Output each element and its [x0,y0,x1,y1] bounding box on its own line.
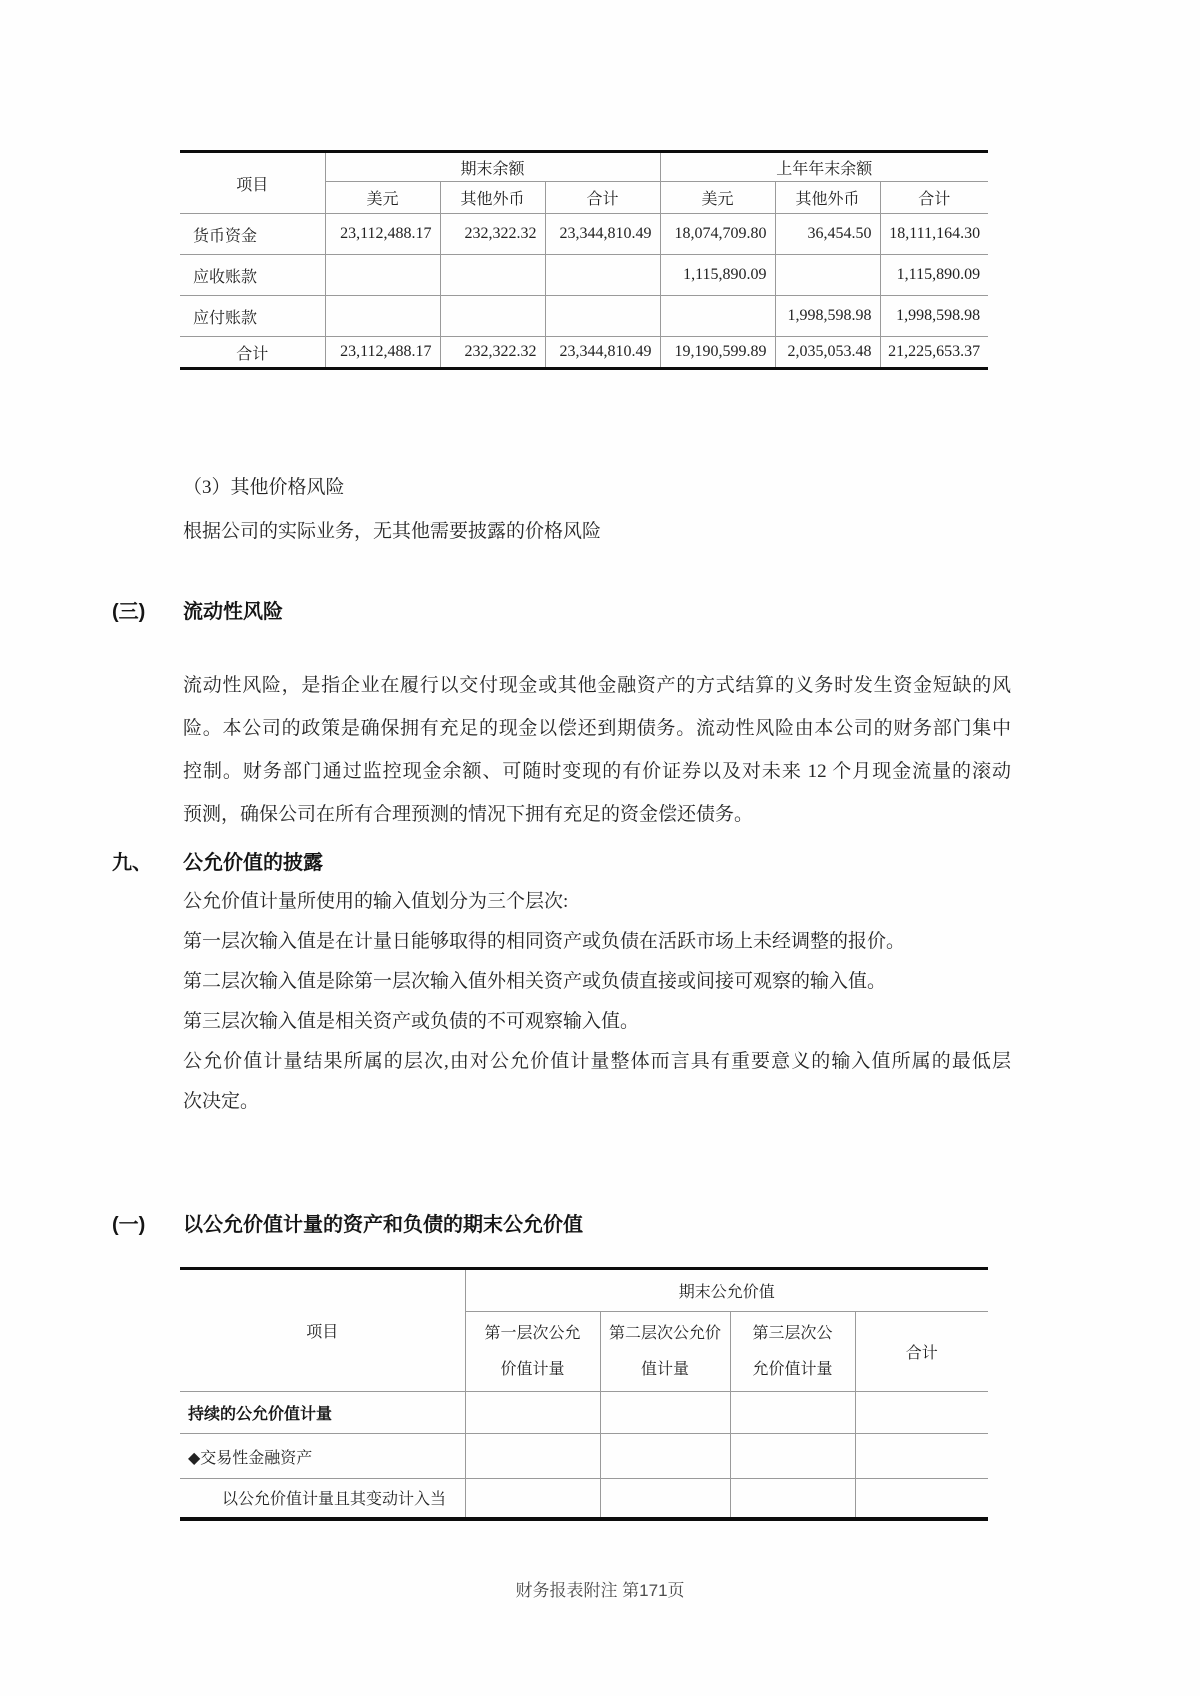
header-line: 第二层次公允价 [608,1324,721,1342]
fair-value-paragraph [183,882,1011,1122]
section-title-fair-value: 公允价值的披露 [183,852,323,874]
table-cell: 1,998,598.98 [880,296,988,337]
col-group-period-end-fair-value: 期末公允价值 [465,1269,988,1312]
row-label: 货币资金 [180,214,325,255]
price-risk-heading: （3）其他价格风险 [183,477,345,498]
paragraph-line: 第二层次输入值是除第一层次输入值外相关资产或负债直接或间接可观察的输入值。 [183,971,887,992]
section-number-fv-assets: (一) [112,1214,146,1236]
paragraph-line: 险。本公司的政策是确保拥有充足的现金以偿还到期债务。流动性风险由本公司的财务部门集中 [183,718,1011,739]
paragraph-line: 公允价值计量结果所属的层次,由对公允价值计量整体而言具有重要意义的输入值所属的最低层 [183,1051,1011,1072]
col-header-other-currency: 其他外币 [775,182,880,214]
col-header-level2 [600,1312,730,1392]
paragraph-line: 次决定。 [183,1091,260,1112]
row-label: 应付账款 [180,296,325,337]
paragraph-line: 公允价值计量所使用的输入值划分为三个层次: [183,891,569,912]
table-row [180,1479,988,1519]
fair-value-table [180,1267,988,1521]
table-row [180,1269,988,1312]
table-cell: 19,190,599.89 [660,337,775,369]
table-cell [600,1434,730,1479]
section-title-liquidity: 流动性风险 [183,601,283,623]
col-header-total: 合计 [855,1312,988,1392]
table-cell: 23,344,810.49 [545,214,660,255]
table-cell: 23,112,488.17 [325,214,440,255]
table-cell [600,1479,730,1519]
price-risk-body: 根据公司的实际业务，无其他需要披露的价格风险 [183,521,602,542]
header-line: 第一层次公允 [484,1324,581,1342]
table-cell: 1,115,890.09 [660,255,775,296]
table-cell: 23,112,488.17 [325,337,440,369]
table-cell: 232,322.32 [440,214,545,255]
table-cell [325,255,440,296]
table-cell: 21,225,653.37 [880,337,988,369]
paragraph-line: 流动性风险，是指企业在履行以交付现金或其他金融资产的方式结算的义务时发生资金短缺的风 [183,675,1011,696]
col-group-prior-year-balance: 上年年末余额 [660,152,988,182]
paragraph-line: 预测，确保公司在所有合理预测的情况下拥有充足的资金偿还债务。 [183,804,754,825]
table-cell: 18,074,709.80 [660,214,775,255]
col-header-usd: 美元 [660,182,775,214]
table-cell: 1,115,890.09 [880,255,988,296]
table-cell [855,1392,988,1434]
col-header-total: 合计 [880,182,988,214]
header-line: 值计量 [640,1360,689,1378]
table-cell [545,255,660,296]
row-label-continuous-fv: 持续的公允价值计量 [180,1392,465,1434]
col-header-item: 项目 [180,1269,465,1392]
col-header-usd: 美元 [325,182,440,214]
section-number-liquidity: (三) [112,601,146,623]
header-line: 允价值计量 [752,1360,833,1378]
table-cell: 36,454.50 [775,214,880,255]
table-cell [775,255,880,296]
table-cell: 18,111,164.30 [880,214,988,255]
table-cell [730,1479,855,1519]
page-footer: 财务报表附注 第171页 [515,1581,685,1600]
header-line: 价值计量 [500,1360,565,1378]
table-cell [855,1479,988,1519]
table-row [180,296,988,337]
table-cell: 1,998,598.98 [775,296,880,337]
row-label-trading-financial-assets: ◆交易性金融资产 [180,1434,465,1479]
paragraph-line: 第一层次输入值是在计量日能够取得的相同资产或负债在活跃市场上未经调整的报价。 [183,931,906,952]
table-cell [325,296,440,337]
col-group-ending-balance: 期末余额 [325,152,660,182]
paragraph-line: 第三层次输入值是相关资产或负债的不可观察输入值。 [183,1011,640,1032]
table-cell [730,1392,855,1434]
table-cell [440,296,545,337]
table-row [180,214,988,255]
table-row [180,1434,988,1479]
col-header-other-currency: 其他外币 [440,182,545,214]
table-row [180,152,988,182]
currency-balance-table [180,150,988,370]
table-cell: 232,322.32 [440,337,545,369]
table-cell: 2,035,053.48 [775,337,880,369]
table-cell [855,1434,988,1479]
table-cell [545,296,660,337]
col-header-level3 [730,1312,855,1392]
header-line: 第三层次公 [752,1324,833,1342]
table-row [180,255,988,296]
row-label: 应收账款 [180,255,325,296]
section-number-fair-value: 九、 [112,852,152,874]
col-header-item: 项目 [180,152,325,214]
table-cell [465,1434,600,1479]
table-cell [440,255,545,296]
liquidity-paragraph [183,664,1011,836]
table-cell [465,1392,600,1434]
table-cell [600,1392,730,1434]
table-cell [730,1434,855,1479]
col-header-level1 [465,1312,600,1392]
section-title-fv-assets: 以公允价值计量的资产和负债的期末公允价值 [183,1214,583,1236]
table-cell [465,1479,600,1519]
row-label-total: 合计 [180,337,325,369]
table-cell: 23,344,810.49 [545,337,660,369]
paragraph-line: 控制。财务部门通过监控现金余额、可随时变现的有价证券以及对未来 12 个月现金流量的滚动 [183,761,1011,782]
row-label-fvtpl: 以公允价值计量且其变动计入当 [180,1479,465,1519]
table-row [180,1392,988,1434]
table-cell [660,296,775,337]
col-header-total: 合计 [545,182,660,214]
table-row-total [180,337,988,369]
